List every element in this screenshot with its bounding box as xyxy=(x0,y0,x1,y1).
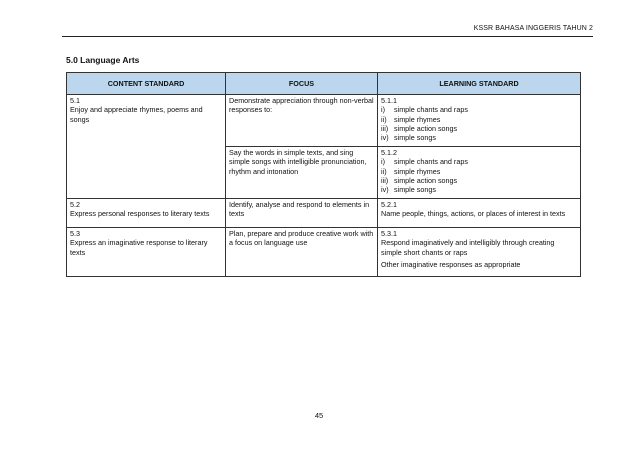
content-standard-cell xyxy=(67,199,226,228)
focus-cell: Say the words in simple texts, and sing simple songs with intelligible pronunciation, rhythm and intonation xyxy=(226,147,378,199)
content-text: Express personal responses to literary texts xyxy=(70,209,210,219)
ls-text: Name people, things, actions, or places of interest in texts xyxy=(381,209,566,219)
section-title: 5.0 Language Arts xyxy=(66,55,140,65)
list-item: i) simple chants and raps xyxy=(381,105,468,115)
content-code: 5.3 xyxy=(70,229,80,238)
list-item: ii) simple rhymes xyxy=(381,166,441,176)
content-standard-cell xyxy=(67,95,226,199)
running-header: KSSR BAHASA INGGERIS TAHUN 2 xyxy=(473,25,593,32)
list-item: iv) simple songs xyxy=(381,133,436,143)
content-code: 5.2 xyxy=(70,200,80,209)
learning-standard-cell xyxy=(378,228,581,277)
list-item: iv) simple songs xyxy=(381,185,436,195)
learning-standard-cell xyxy=(378,95,581,147)
focus-cell: Demonstrate appreciation through non-verbal responses to: xyxy=(226,95,378,147)
table-header-row xyxy=(67,73,581,95)
ls-code: 5.1.2 xyxy=(381,148,397,157)
header-content-standard: CONTENT STANDARD xyxy=(67,73,226,95)
focus-cell: Plan, prepare and produce creative work with a focus on language use xyxy=(226,228,378,277)
content-text: Enjoy and appreciate rhymes, poems and songs xyxy=(70,105,203,124)
learning-standard-cell xyxy=(378,199,581,228)
header-learning-standard: LEARNING STANDARD xyxy=(378,73,581,95)
standards-table xyxy=(66,72,581,277)
table-row xyxy=(67,199,581,228)
table-row xyxy=(67,228,581,277)
header-rule xyxy=(62,36,593,37)
list-item: ii) simple rhymes xyxy=(381,114,441,124)
focus-cell: Identify, analyse and respond to elements in texts xyxy=(226,199,378,228)
header-focus: FOCUS xyxy=(226,73,378,95)
learning-standard-cell xyxy=(378,147,581,199)
ls-text: Respond imaginatively and intelligibly through creating simple short chants or raps xyxy=(381,238,555,257)
list-item: i) simple chants and raps xyxy=(381,157,468,167)
content-text: Express an imaginative response to literary texts xyxy=(70,238,208,257)
content-code: 5.1 xyxy=(70,96,80,105)
list-item: iii) simple action songs xyxy=(381,175,458,185)
page-number: 45 xyxy=(314,411,324,420)
ls-code: 5.2.1 xyxy=(381,200,397,209)
ls-code: 5.1.1 xyxy=(381,96,397,105)
content-standard-cell xyxy=(67,228,226,277)
list-item: iii) simple action songs xyxy=(381,123,458,133)
ls-extra-text: Other imaginative responses as appropriate xyxy=(381,259,521,269)
ls-code: 5.3.1 xyxy=(381,229,397,238)
table-row xyxy=(67,95,581,147)
